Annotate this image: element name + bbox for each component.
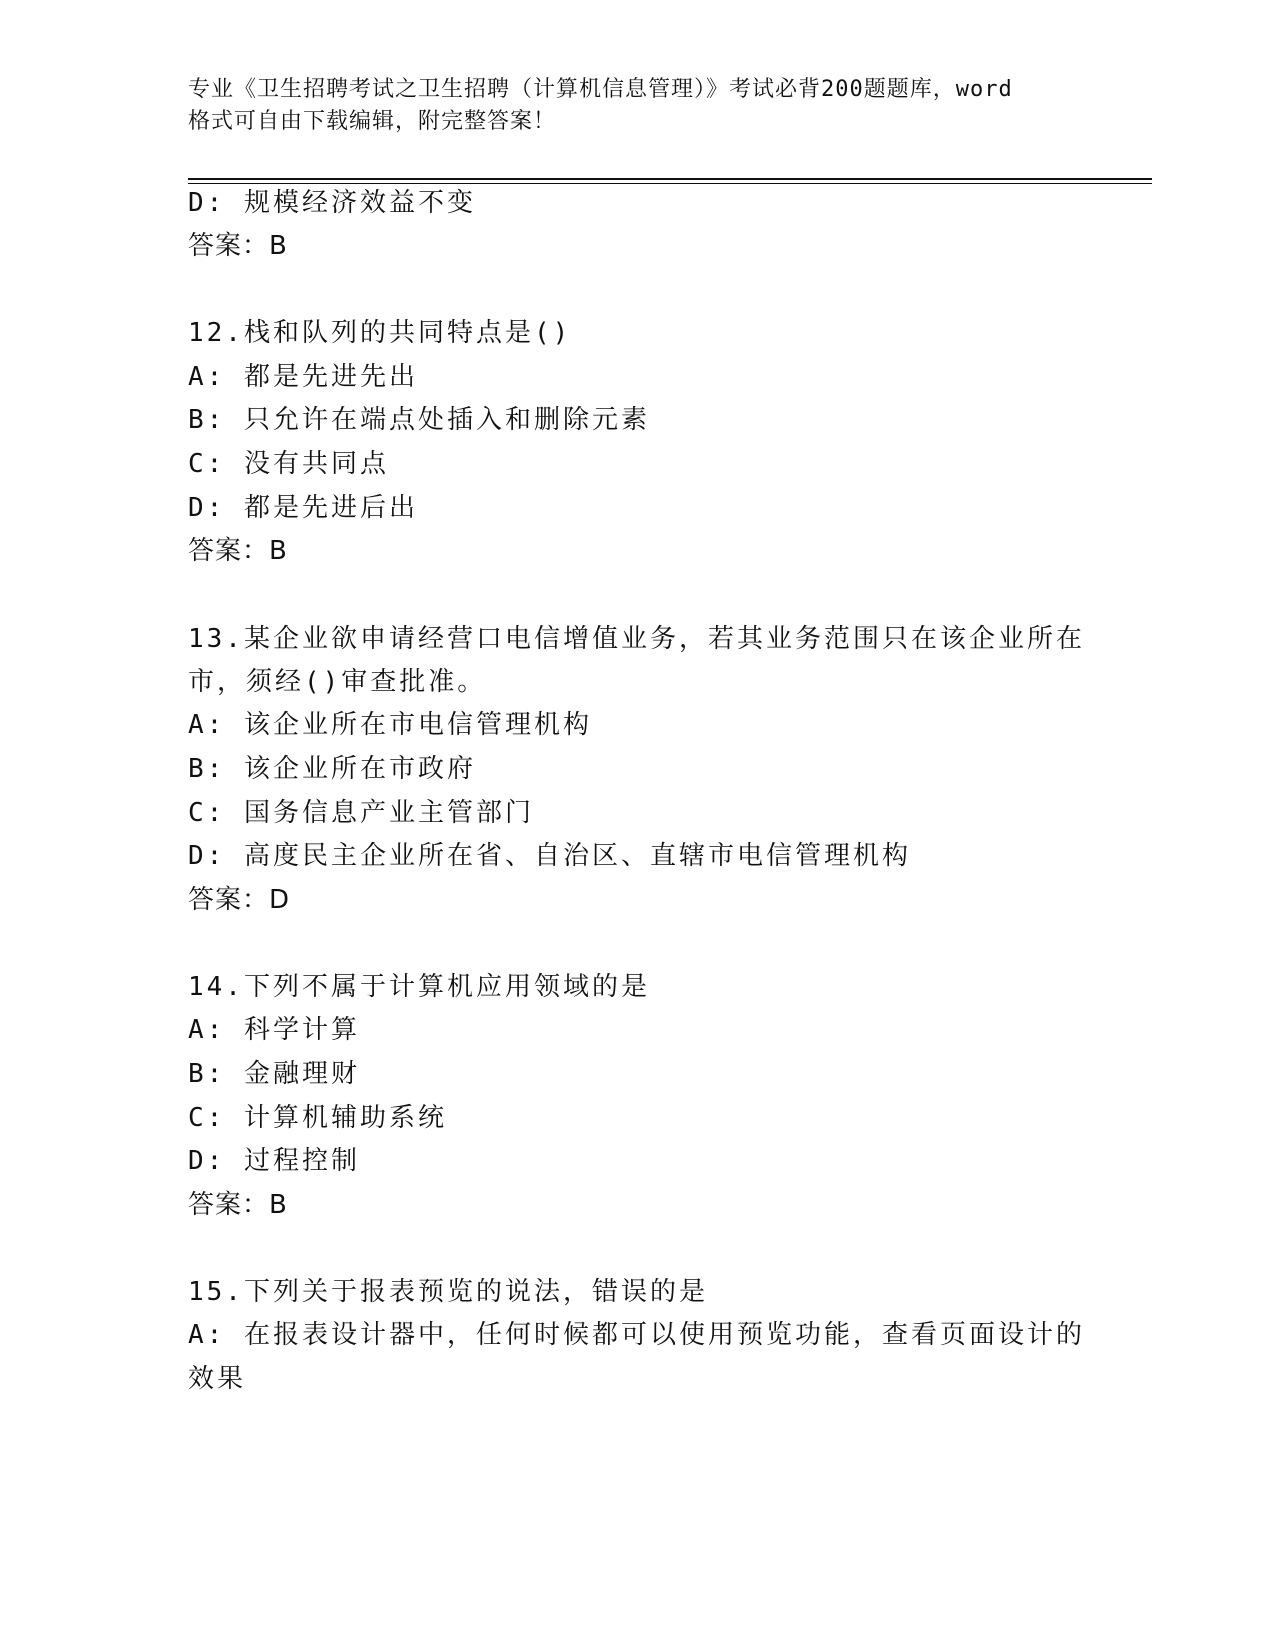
q13-question-line-2: 市，须经()审查批准。 bbox=[188, 667, 487, 697]
q13-option-a: A: 该企业所在市电信管理机构 bbox=[188, 710, 592, 740]
q14-question: 14.下列不属于计算机应用领域的是 bbox=[188, 972, 650, 1002]
q14-option-a: A: 科学计算 bbox=[188, 1015, 360, 1045]
document-header bbox=[188, 74, 1088, 138]
q13-option-d: D: 高度民主企业所在省、自治区、直辖市电信管理机构 bbox=[188, 841, 911, 871]
q12-option-d: D: 都是先进后出 bbox=[188, 493, 418, 523]
q14-option-c: C: 计算机辅助系统 bbox=[188, 1103, 447, 1133]
q15-option-a-line-2: 效果 bbox=[188, 1364, 247, 1394]
header-divider-thin bbox=[188, 183, 1152, 184]
q12-option-b: B: 只允许在端点处插入和删除元素 bbox=[188, 405, 650, 435]
q15-question: 15.下列关于报表预览的说法，错误的是 bbox=[188, 1277, 708, 1307]
prev-answer: 答案：B bbox=[188, 231, 288, 261]
q13-answer: 答案：D bbox=[188, 885, 291, 915]
prev-option-d: D: 规模经济效益不变 bbox=[188, 188, 476, 218]
header-title-line-1: 专业《卫生招聘考试之卫生招聘（计算机信息管理）》考试必背200题题库，word bbox=[188, 77, 1013, 102]
q13-option-c: C: 国务信息产业主管部门 bbox=[188, 798, 534, 828]
q14-option-d: D: 过程控制 bbox=[188, 1146, 360, 1176]
q13-option-b: B: 该企业所在市政府 bbox=[188, 754, 476, 784]
q14-answer: 答案：B bbox=[188, 1190, 288, 1220]
q12-question: 12.栈和队列的共同特点是() bbox=[188, 318, 572, 348]
q12-option-a: A: 都是先进先出 bbox=[188, 362, 418, 392]
q15-option-a-line-1: A: 在报表设计器中，任何时候都可以使用预览功能，查看页面设计的 bbox=[188, 1320, 1085, 1350]
q12-option-c: C: 没有共同点 bbox=[188, 449, 389, 479]
q12-answer: 答案：B bbox=[188, 536, 288, 566]
header-title-line-2: 格式可自由下载编辑，附完整答案！ bbox=[188, 109, 557, 134]
header-divider-thick bbox=[188, 178, 1152, 180]
q14-option-b: B: 金融理财 bbox=[188, 1059, 360, 1089]
q13-question-line-1: 13.某企业欲申请经营口电信增值业务，若其业务范围只在该企业所在 bbox=[188, 624, 1085, 654]
